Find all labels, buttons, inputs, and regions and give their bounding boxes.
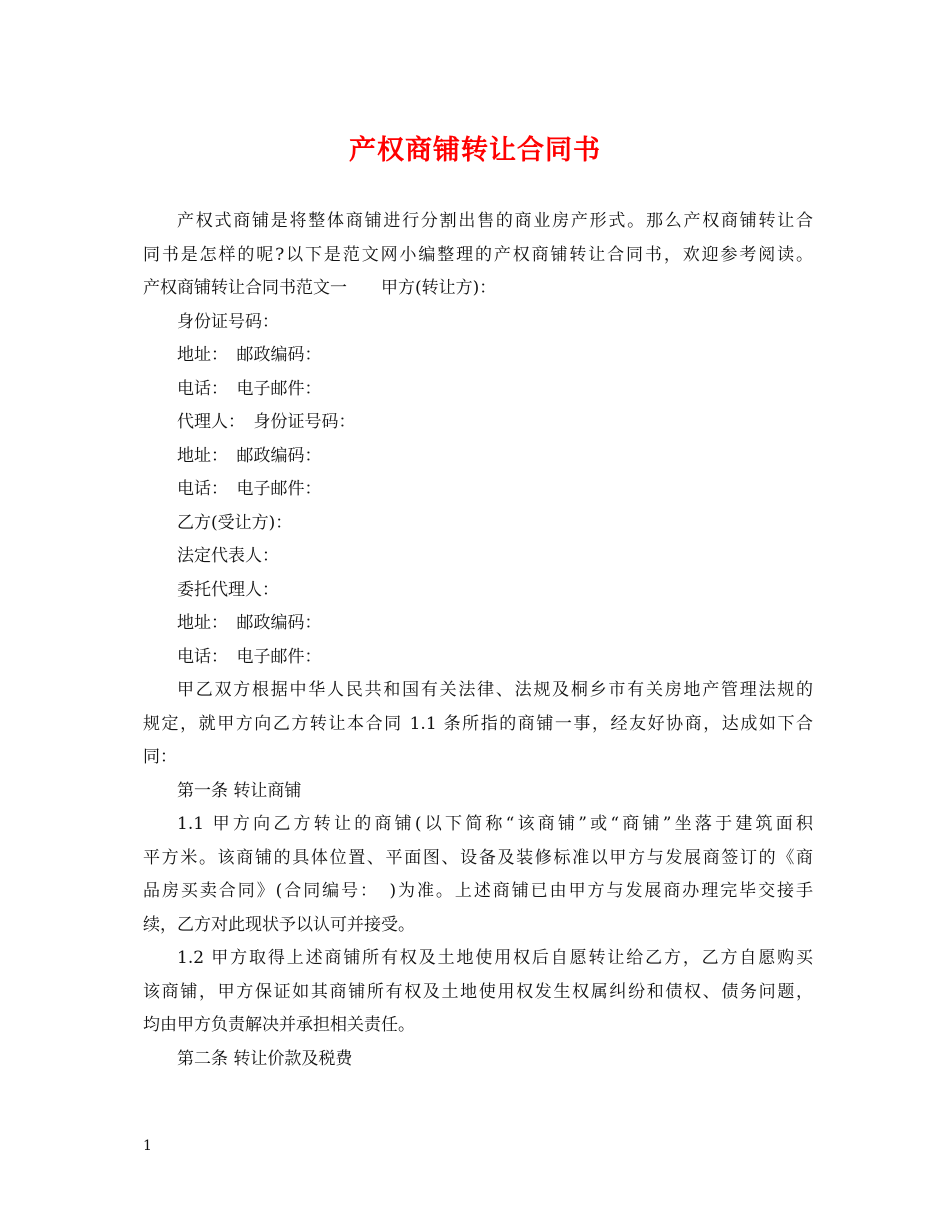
body-line: 同： xyxy=(143,747,177,767)
body-line: 同书是怎样的呢?以下是范文网小编整理的产权商铺转让合同书，欢迎参考阅读。 xyxy=(143,244,813,265)
body-line: 规定，就甲方向乙方转让本合同 1.1 条所指的商铺一事，经友好协商，达成如下合 xyxy=(143,713,813,734)
body-line: 品房买卖合同》(合同编号： )为准。上述商铺已由甲方与发展商办理完毕交接手 xyxy=(143,881,813,901)
document-body xyxy=(143,205,813,1076)
body-line: 代理人： 身份证号码： xyxy=(177,412,356,432)
body-line: 1.1 甲方向乙方转让的商铺(以下简称“该商铺”或“商铺”坐落于建筑面积 xyxy=(177,814,813,834)
body-line: 乙方(受让方)： xyxy=(177,512,293,533)
body-line: 续，乙方对此现状予以认可并接受。 xyxy=(143,914,415,935)
body-line: 均由甲方负责解决并承担相关责任。 xyxy=(143,1015,415,1035)
body-line: 产权式商铺是将整体商铺进行分割出售的商业房产形式。那么产权商铺转让合 xyxy=(177,211,813,231)
body-line: 电话： 电子邮件： xyxy=(177,646,322,667)
page-number: 1 xyxy=(143,1138,152,1154)
body-line: 法定代表人： xyxy=(177,546,279,566)
body-line: 1.2 甲方取得上述商铺所有权及土地使用权后自愿转让给乙方，乙方自愿购买 xyxy=(177,948,813,968)
document-title: 产权商铺转让合同书 xyxy=(349,135,601,166)
section-heading: 第二条 转让价款及税费 xyxy=(177,1048,353,1069)
body-line: 身份证号码： xyxy=(177,311,279,332)
body-line: 甲乙双方根据中华人民共和国有关法律、法规及桐乡市有关房地产管理法规的 xyxy=(177,680,813,700)
section-heading: 第一条 转让商铺 xyxy=(177,780,302,801)
body-line: 电话： 电子邮件： xyxy=(177,378,322,399)
body-line: 该商铺，甲方保证如其商铺所有权及土地使用权发生权属纠纷和债权、债务问题， xyxy=(143,981,813,1002)
body-line: 委托代理人： xyxy=(177,579,279,600)
body-line: 平方米。该商铺的具体位置、平面图、设备及装修标准以甲方与发展商签订的《商 xyxy=(143,847,813,868)
body-line: 地址： 邮政编码： xyxy=(177,613,322,633)
body-line: 电话： 电子邮件： xyxy=(177,479,322,499)
body-line: 地址： 邮政编码： xyxy=(177,345,322,365)
body-line: 地址： 邮政编码： xyxy=(177,445,322,466)
body-line: 产权商铺转让合同书范文一 甲方(转让方)： xyxy=(143,278,497,298)
